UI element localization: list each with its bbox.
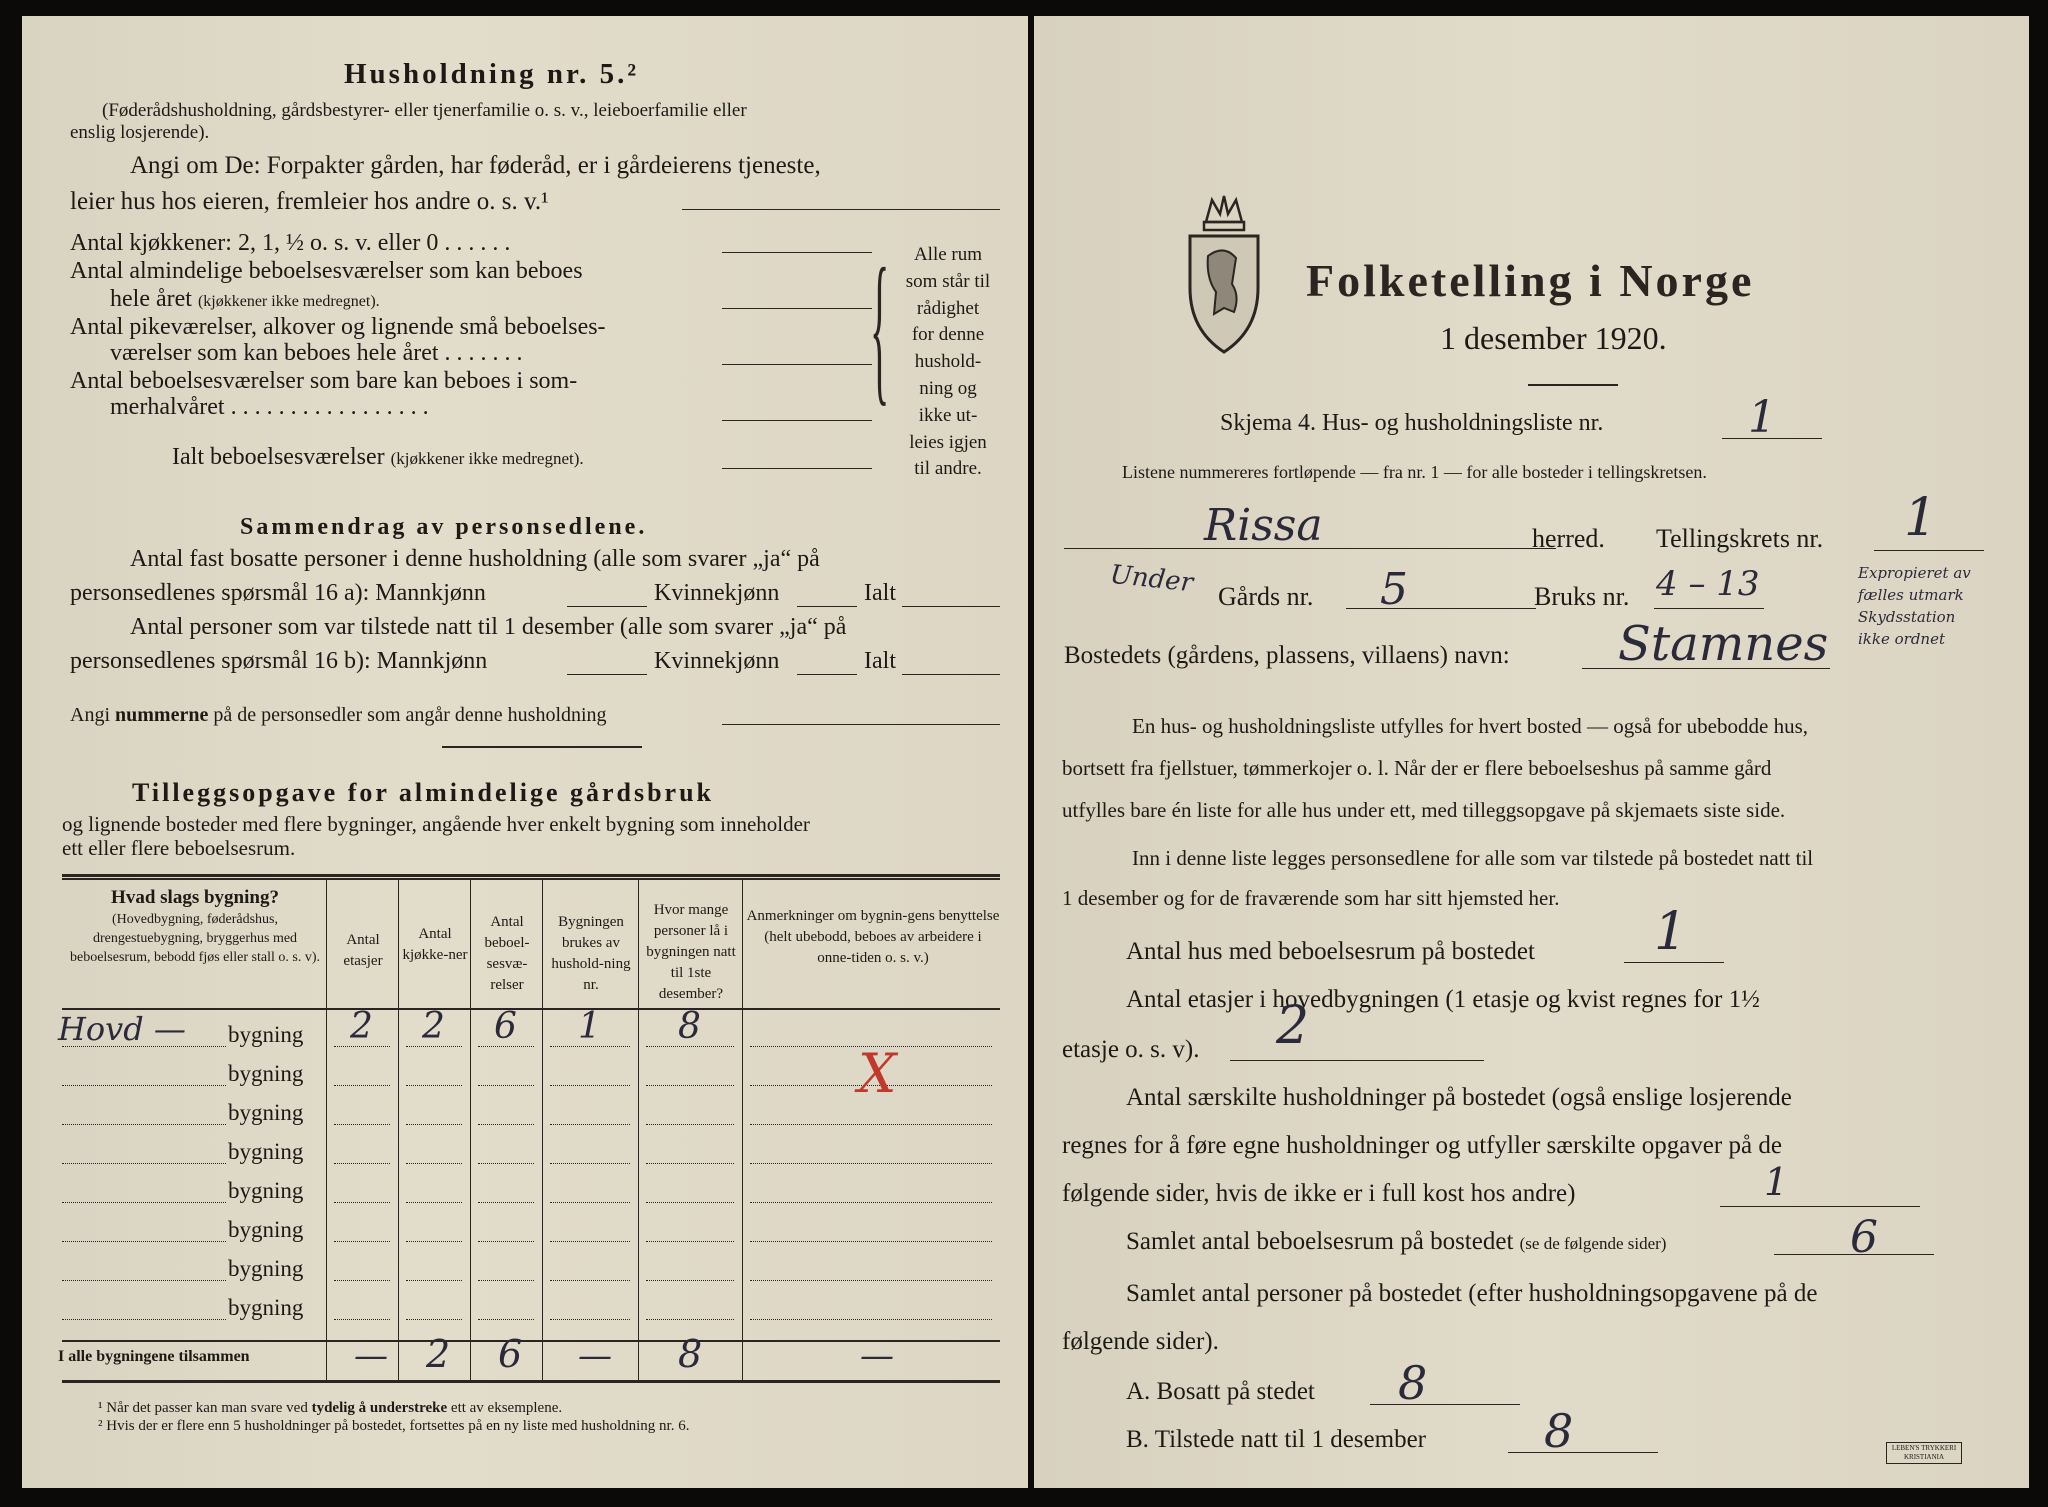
total-kjokkener[interactable]: 2: [426, 1332, 451, 1376]
table-cell[interactable]: [478, 1085, 534, 1086]
row-dotted-line: [62, 1241, 226, 1242]
table-cell[interactable]: [478, 1241, 534, 1242]
sarskilte-line: [1720, 1206, 1920, 1207]
bruks-note-line: Skydsstation: [1858, 608, 1956, 626]
table-cell[interactable]: [334, 1241, 390, 1242]
table-cell[interactable]: [406, 1241, 462, 1242]
total-husholdning[interactable]: —: [578, 1336, 612, 1376]
row-dotted-line: [62, 1124, 226, 1125]
table-top-rule-2: [62, 878, 1000, 880]
row1-cell-value[interactable]: 1: [578, 1006, 601, 1047]
table-cell[interactable]: [334, 1124, 390, 1125]
instruction-line-5: 1 desember og for de fraværende som har sitt hjemsted her.: [1062, 886, 1560, 910]
row-label-bygning: bygning: [228, 1217, 304, 1242]
total-etasjer[interactable]: —: [354, 1336, 388, 1376]
tellingskrets-line: [1874, 550, 1984, 551]
sarskilte-line-2: regnes for å føre egne husholdninger og utfyller særskilte opgaver på de: [1062, 1132, 1782, 1159]
household-title: Husholdning nr. 5.²: [344, 58, 640, 90]
sarskilte-line-1: Antal særskilte husholdninger på bostedet (også enslige losjerende: [1126, 1084, 1792, 1111]
row-dotted-line: [62, 1163, 226, 1164]
q-sommer-2: merhalvåret . . . . . . . . . . . . . . . . .: [110, 394, 429, 420]
ialt-beboelse: Ialt beboelsesværelser (kjøkkener ikke medregnet).: [172, 444, 584, 470]
table-cell[interactable]: [406, 1085, 462, 1086]
side-note-line: rådighet: [916, 297, 980, 319]
q-pike-1: Antal pikeværelser, alkover og lignende små beboelses-: [70, 314, 606, 340]
row-dotted-line: [62, 1280, 226, 1281]
tilstede-label: B. Tilstede natt til 1 desember: [1126, 1426, 1426, 1453]
table-bottom-rule: [62, 1380, 1000, 1383]
row-label-bygning: bygning: [228, 1139, 304, 1164]
main-title: Folketelling i Norge: [1306, 255, 1755, 306]
col-divider-4: [542, 878, 543, 1380]
hus-label: Antal hus med beboelsesrum på bostedet: [1126, 938, 1535, 965]
total-label: I alle bygningene tilsammen: [58, 1348, 250, 1365]
census-date: 1 desember 1920.: [1440, 320, 1667, 356]
col-header-beboelse: Antal beboel-sesvæ-relser: [484, 914, 530, 993]
tellingskrets-label: Tellingskrets nr.: [1656, 524, 1824, 553]
table-cell[interactable]: [646, 1202, 734, 1203]
kvinne-label-a: Kvinnekjønn: [654, 580, 780, 606]
tillegg-line-2: ett eller flere beboelsesrum.: [62, 836, 296, 860]
table-header-rule: [62, 1008, 1000, 1010]
table-top-rule: [62, 874, 1000, 877]
table-cell[interactable]: [406, 1163, 462, 1164]
row-label-bygning: bygning: [228, 1022, 304, 1047]
table-cell[interactable]: [750, 1319, 992, 1320]
col-header-etasjer: Antal etasjer: [343, 932, 383, 969]
building-table: [22, 16, 1028, 1488]
beboelsesrum-value[interactable]: 6: [1850, 1212, 1878, 1263]
row-label-bygning: bygning: [228, 1256, 304, 1281]
col-header-kjokkener: Antal kjøkke-ner: [402, 926, 468, 963]
instruction-line-2: bortsett fra fjellstuer, tømmerkojer o. l. Når der er flere beboelseshus på samme gård: [1062, 756, 1772, 780]
personer-line-2: følgende sider).: [1062, 1328, 1219, 1355]
table-cell[interactable]: [750, 1124, 992, 1125]
col-divider-1: [326, 878, 327, 1380]
col-header-personer: Hvor mange personer lå i bygningen natt til 1ste desember?: [646, 902, 736, 1002]
table-cell[interactable]: [550, 1319, 630, 1320]
footnote-2: ² Hvis der er flere enn 5 husholdninger på bostedet, fortsettes på en ny liste med husholdning nr. 6.: [98, 1418, 690, 1434]
table-cell[interactable]: [646, 1163, 734, 1164]
gards-label: Gårds nr.: [1218, 582, 1314, 611]
personer-line-1: Samlet antal personer på bostedet (efter husholdningsopgavene på de: [1126, 1280, 1818, 1307]
bosted-label: Bostedets (gårdens, plassens, villaens) navn:: [1064, 642, 1510, 669]
bruks-note[interactable]: [1858, 562, 1971, 650]
q-kjokkener: Antal kjøkkener: 2, 1, ½ o. s. v. eller 0 . . . . . .: [70, 230, 511, 256]
row-dotted-line: [62, 1085, 226, 1086]
herred-label: herred.: [1532, 524, 1605, 553]
row-label-bygning: bygning: [228, 1295, 304, 1320]
table-cell[interactable]: [750, 1163, 992, 1164]
tillegg-line-1: og lignende bosteder med flere bygninger, angående hver enkelt bygning som inneholder: [62, 812, 810, 836]
bosted-value[interactable]: Stamnes: [1618, 616, 1829, 672]
col-header-anmerkninger: Anmerkninger om bygnin-gens benyttelse (helt ubebodd, beboes av arbeidere i onne-tiden o. s. v.): [746, 908, 1000, 966]
table-cell[interactable]: [478, 1163, 534, 1164]
brace: {: [870, 232, 890, 422]
household-intro-2: enslig losjerende).: [70, 122, 210, 143]
instruction-line-4: Inn i denne liste legges personsedlene for alle som var tilstede på bostedet natt til: [1132, 846, 1814, 870]
row1-cell-value[interactable]: 2: [350, 1006, 373, 1047]
side-note-line: for denne: [911, 324, 985, 346]
total-personer[interactable]: 8: [678, 1332, 703, 1376]
table-cell[interactable]: [334, 1085, 390, 1086]
sammendrag-line-1b: personsedlenes spørsmål 16 a): Mannkjønn: [70, 580, 486, 606]
norway-coat-of-arms-icon: [1184, 192, 1264, 356]
tilstede-line: [1508, 1452, 1658, 1453]
gards-prefix[interactable]: Under: [1108, 559, 1195, 599]
table-cell[interactable]: [478, 1124, 534, 1125]
sammendrag-line-2b: personsedlenes spørsmål 16 b): Mannkjønn: [70, 648, 488, 674]
skjema-label: Skjema 4. Hus- og husholdningsliste nr.: [1220, 410, 1604, 436]
table-cell[interactable]: [334, 1319, 390, 1320]
beboelsesrum-label: Samlet antal beboelsesrum på bostedet (se de følgende sider): [1126, 1228, 1667, 1255]
angi-nummerne: Angi nummerne på de personsedler som angår denne husholdning: [70, 704, 607, 726]
q-pike-2: værelser som kan beboes hele året . . . . . . .: [110, 340, 523, 366]
row-label-bygning: bygning: [228, 1178, 304, 1203]
hus-line: [1624, 962, 1724, 963]
row-label-bygning: bygning: [228, 1061, 304, 1086]
table-cell[interactable]: [646, 1280, 734, 1281]
sarskilte-value[interactable]: 1: [1764, 1160, 1789, 1204]
row-label-bygning: bygning: [228, 1100, 304, 1125]
side-note-line: leies igjen: [909, 431, 987, 453]
right-page: [1034, 16, 2029, 1488]
row-dotted-line: [62, 1319, 226, 1320]
angi-line-2: leier hus hos eieren, fremleier hos andre o. s. v.¹: [70, 188, 549, 215]
total-anmerkninger[interactable]: —: [860, 1336, 894, 1376]
col-divider-6: [742, 878, 743, 1380]
side-note-line: Alle rum: [913, 244, 983, 265]
table-cell[interactable]: [750, 1280, 992, 1281]
instruction-line-3: utfylles bare én liste for alle hus under ett, med tilleggsopgave på skjemaets siste side.: [1062, 798, 1786, 822]
col-header-husholdning: Bygningen brukes av hushold-ning nr.: [551, 914, 631, 993]
etasjer-label-1: Antal etasjer i hovedbygningen (1 etasje og kvist regnes for 1½: [1126, 986, 1760, 1013]
table-cell[interactable]: [550, 1163, 630, 1164]
sammendrag-title: Sammendrag av personsedlene.: [240, 514, 648, 540]
table-cell[interactable]: [334, 1163, 390, 1164]
footnote-1: ¹ Når det passer kan man svare ved tydelig å understreke ett av eksemplene.: [98, 1400, 563, 1416]
table-cell[interactable]: [478, 1319, 534, 1320]
etasjer-line: [1230, 1060, 1484, 1061]
col-divider-5: [638, 878, 639, 1380]
bosatt-label: A. Bosatt på stedet: [1126, 1378, 1315, 1405]
table-cell[interactable]: [406, 1280, 462, 1281]
table-cell[interactable]: [334, 1280, 390, 1281]
title-divider: [1528, 384, 1618, 386]
side-note-line: ikke ut-: [918, 404, 978, 426]
table-cell[interactable]: [646, 1124, 734, 1125]
sammendrag-line-2: Antal personer som var tilstede natt til 1 desember (alle som svarer „ja“ på: [130, 614, 847, 640]
row1-cell-value[interactable]: 6: [494, 1006, 517, 1047]
table-cell[interactable]: [550, 1124, 630, 1125]
sarskilte-line-3: følgende sider, hvis de ikke er i full kost hos andre): [1062, 1180, 1576, 1207]
table-cell[interactable]: [550, 1241, 630, 1242]
bruks-label: Bruks nr.: [1534, 582, 1630, 611]
etasjer-value[interactable]: 2: [1276, 996, 1310, 1056]
tellingskrets-value[interactable]: 1: [1904, 488, 1938, 548]
table-cell[interactable]: [646, 1085, 734, 1086]
household-intro: (Føderådshusholdning, gårdsbestyrer- eller tjenerfamilie o. s. v., leieboerfamilie eller: [102, 100, 747, 121]
table-cell[interactable]: [550, 1202, 630, 1203]
table-cell[interactable]: [646, 1319, 734, 1320]
tillegg-title: Tilleggsopgave for almindelige gårdsbruk: [132, 778, 715, 807]
table-cell[interactable]: [478, 1202, 534, 1203]
red-x-mark: X: [858, 1042, 897, 1105]
tilstede-value[interactable]: 8: [1544, 1404, 1574, 1458]
ialt-label-a: Ialt: [864, 580, 896, 606]
side-note-line: ning og: [919, 377, 977, 399]
col-header-type: Hvad slags bygning? (Hovedbygning, føderådshus, drengestuebygning, bryggerhus med beboelsesrum, bebodd fjøs eller stall o. s. v).: [69, 887, 320, 965]
etasjer-label-2: etasje o. s. v).: [1062, 1036, 1200, 1063]
gards-value[interactable]: 5: [1380, 564, 1408, 615]
table-cell[interactable]: [550, 1085, 630, 1086]
side-note-line: til andre.: [914, 458, 982, 480]
col-divider-3: [470, 878, 471, 1380]
printer-stamp: LEBEN'S TRYKKERI KRISTIANIA: [1886, 1442, 1962, 1464]
table-cell[interactable]: [750, 1241, 992, 1242]
side-note-line: som står til: [905, 270, 991, 292]
table-cell[interactable]: [334, 1202, 390, 1203]
table-cell[interactable]: [406, 1319, 462, 1320]
gards-line: [1346, 608, 1536, 609]
table-cell[interactable]: [406, 1202, 462, 1203]
row1-building-type[interactable]: Hovd —: [58, 1010, 186, 1048]
bruks-note-line: fælles utmark: [1858, 586, 1964, 604]
bosatt-value[interactable]: 8: [1398, 1356, 1428, 1410]
kvinne-label-b: Kvinnekjønn: [654, 648, 780, 674]
q-sommer-1: Antal beboelsesværelser som bare kan beboes i som-: [70, 368, 578, 394]
bruks-note-line: Expropieret av: [1858, 564, 1971, 582]
bosatt-line: [1370, 1404, 1520, 1405]
herred-value[interactable]: Rissa: [1204, 500, 1323, 551]
bruks-value[interactable]: 4 – 13: [1656, 564, 1760, 604]
row-dotted-line: [62, 1202, 226, 1203]
listene-note: Listene nummereres fortløpende — fra nr. 1 — for alle bosteder i tellingskretsen.: [1122, 462, 1707, 482]
bruks-note-line: ikke ordnet: [1858, 630, 1945, 648]
table-cell[interactable]: [550, 1280, 630, 1281]
left-page: [22, 16, 1028, 1488]
table-cell[interactable]: [750, 1202, 992, 1203]
total-beboelse[interactable]: 6: [498, 1332, 523, 1376]
table-cell[interactable]: [406, 1124, 462, 1125]
row1-cell-value[interactable]: 2: [422, 1006, 445, 1047]
bruks-line: [1654, 608, 1764, 609]
table-cell[interactable]: [478, 1280, 534, 1281]
q-almindelige-2: hele året (kjøkkener ikke medregnet).: [110, 286, 380, 312]
col-divider-2: [398, 878, 399, 1380]
table-cell[interactable]: [646, 1241, 734, 1242]
hus-value[interactable]: 1: [1654, 902, 1688, 962]
ialt-label-b: Ialt: [864, 648, 896, 674]
row1-cell-value[interactable]: 8: [678, 1006, 701, 1047]
side-note-line: hushold-: [914, 351, 982, 373]
angi-line-1: Angi om De: Forpakter gården, har føderåd, er i gårdeierens tjeneste,: [130, 152, 821, 179]
q-almindelige-1: Antal almindelige beboelsesværelser som kan beboes: [70, 258, 583, 284]
instruction-line-1: En hus- og husholdningsliste utfylles for hvert bosted — også for ubebodde hus,: [1132, 714, 1808, 738]
skjema-number[interactable]: 1: [1748, 392, 1776, 443]
sammendrag-line-1: Antal fast bosatte personer i denne husholdning (alle som svarer „ja“ på: [130, 546, 820, 572]
